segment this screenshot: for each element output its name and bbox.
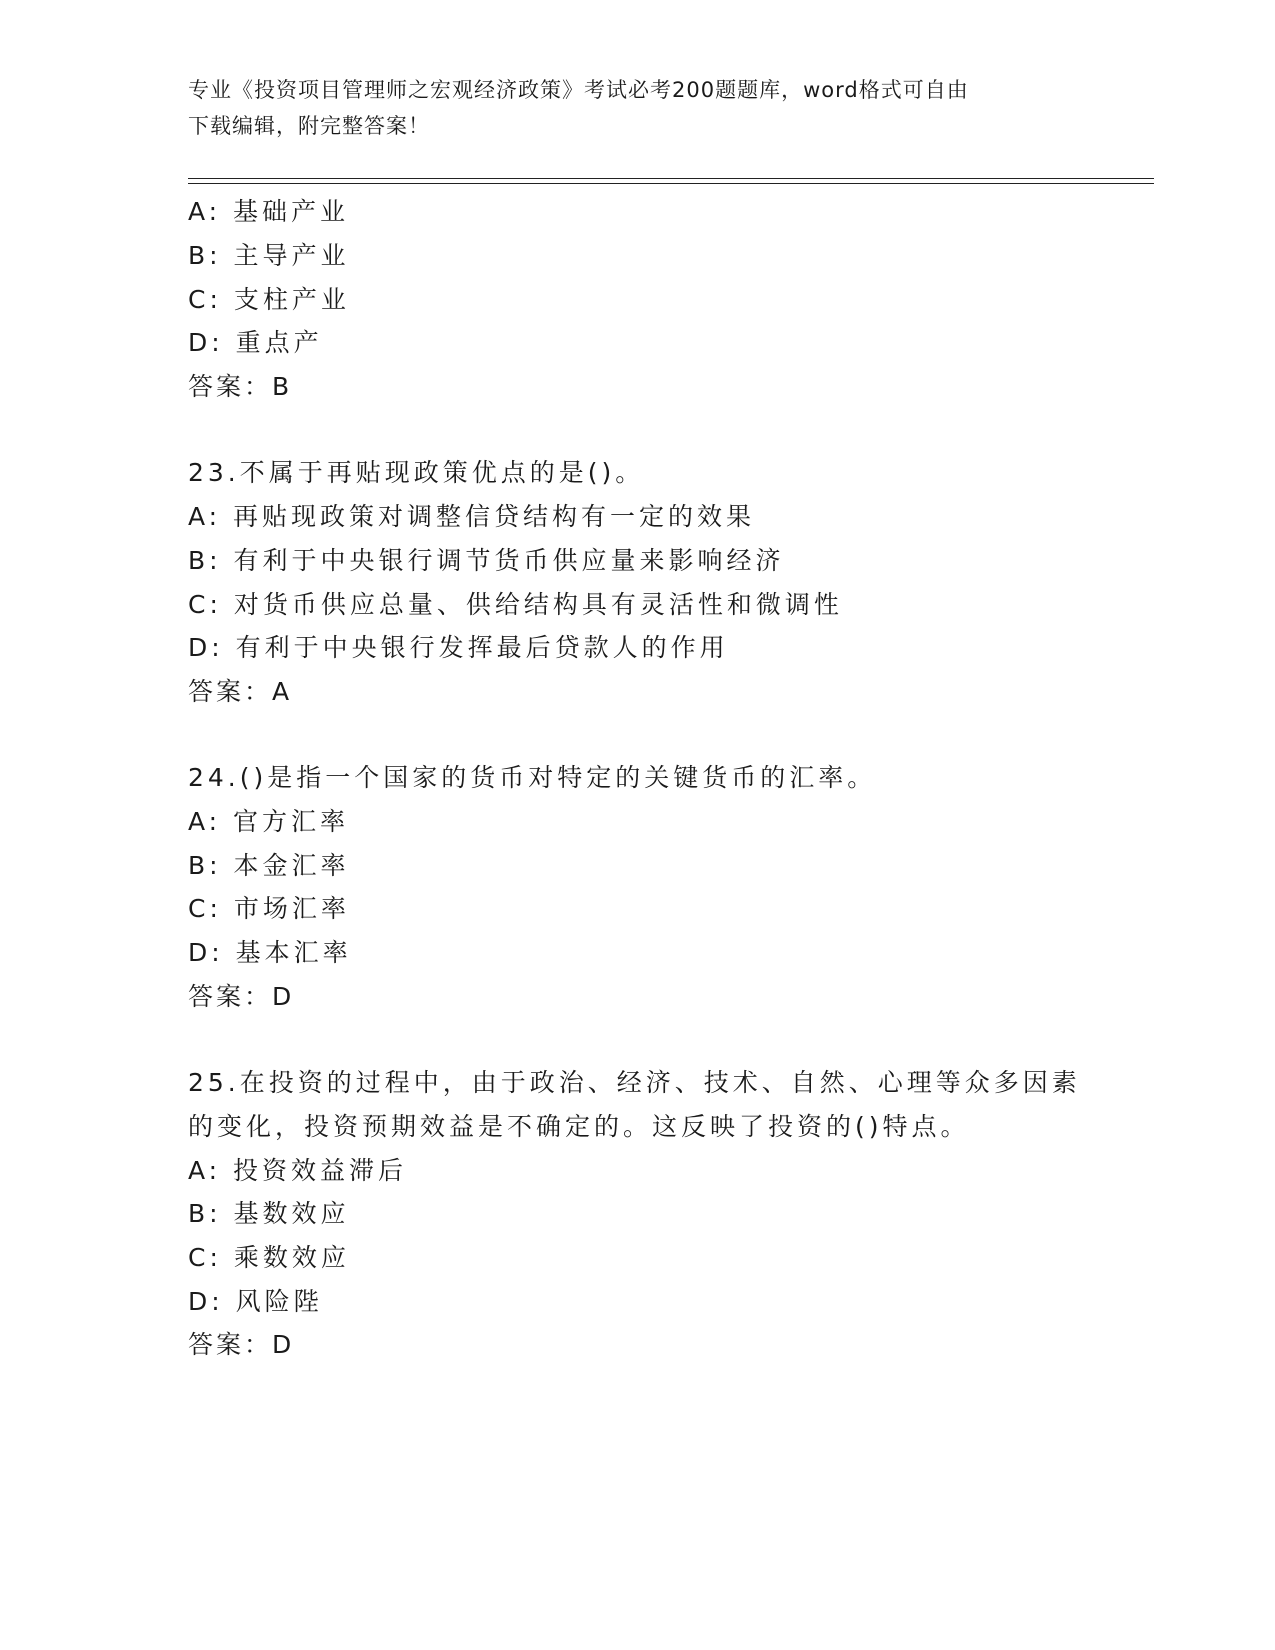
q24-option-c: C: 市场汇率 — [188, 894, 350, 923]
q22-option-a: A: 基础产业 — [188, 197, 350, 226]
q23-stem: 23.不属于再贴现政策优点的是()。 — [188, 458, 645, 487]
header-line-2: 下载编辑，附完整答案！ — [188, 114, 430, 138]
q25-stem-line-1: 25.在投资的过程中，由于政治、经济、技术、自然、心理等众多因素 — [188, 1068, 1081, 1097]
q22-option-b: B: 主导产业 — [188, 241, 350, 270]
q24-stem: 24.()是指一个国家的货币对特定的关键货币的汇率。 — [188, 763, 877, 792]
q23-option-a: A: 再贴现政策对调整信贷结构有一定的效果 — [188, 502, 756, 531]
q25-option-a: A: 投资效益滞后 — [188, 1156, 408, 1185]
q22-answer: 答案：B — [188, 372, 293, 401]
document-header — [188, 72, 1088, 144]
header-divider-top — [188, 178, 1154, 179]
q25-option-d: D: 风险陛 — [188, 1287, 323, 1316]
q24-answer: 答案：D — [188, 982, 295, 1011]
q25-option-c: C: 乘数效应 — [188, 1243, 350, 1272]
q24-option-b: B: 本金汇率 — [188, 851, 350, 880]
q24-option-d: D: 基本汇率 — [188, 938, 352, 967]
q22-option-d: D: 重点产 — [188, 328, 323, 357]
header-line-1: 专业《投资项目管理师之宏观经济政策》考试必考200题题库，word格式可自由 — [188, 78, 969, 102]
q24-option-a: A: 官方汇率 — [188, 807, 350, 836]
q25-answer: 答案：D — [188, 1330, 295, 1359]
q23-option-d: D: 有利于中央银行发挥最后贷款人的作用 — [188, 633, 729, 662]
header-divider-bottom — [188, 183, 1154, 184]
q23-answer: 答案：A — [188, 677, 293, 706]
q22-option-c: C: 支柱产业 — [188, 285, 350, 314]
q23-option-c: C: 对货币供应总量、供给结构具有灵活性和微调性 — [188, 590, 843, 619]
q23-option-b: B: 有利于中央银行调节货币供应量来影响经济 — [188, 546, 785, 575]
q25-option-b: B: 基数效应 — [188, 1199, 350, 1228]
q25-stem-line-2: 的变化，投资预期效益是不确定的。这反映了投资的()特点。 — [188, 1112, 970, 1141]
